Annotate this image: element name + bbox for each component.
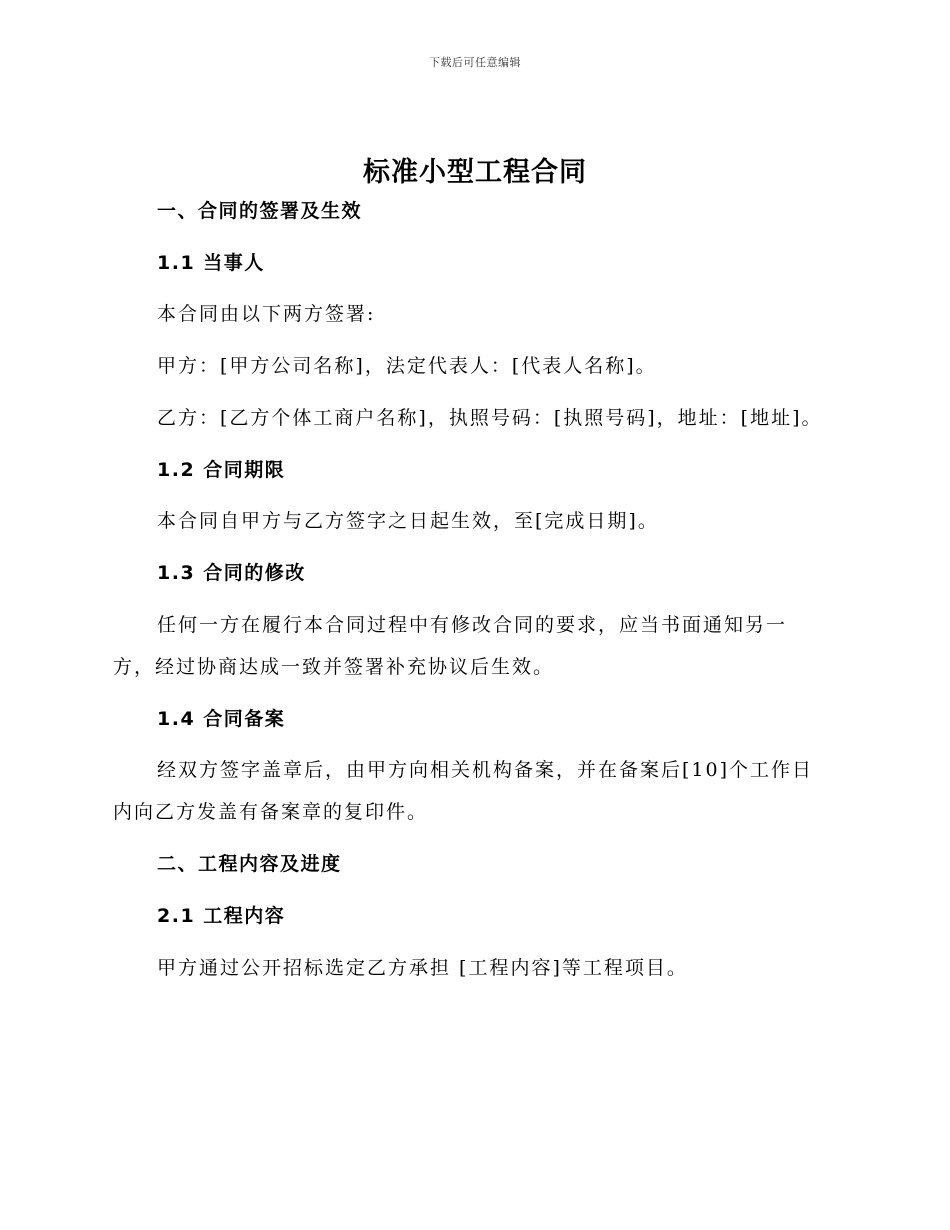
- paragraph-1-4-line-2: 内向乙方发盖有备案章的复印件。: [113, 801, 429, 823]
- paragraph-1-3-line-1: 任何一方在履行本合同过程中有修改合同的要求，应当书面通知另一: [157, 614, 788, 636]
- section-1-3-heading: 1.3 合同的修改: [157, 562, 306, 584]
- section-2-heading: 二、工程内容及进度: [157, 853, 342, 875]
- header-note: 下载后可任意编辑: [429, 56, 521, 69]
- paragraph-2-1: 甲方通过公开招标选定乙方承担 [工程内容]等工程项目。: [157, 957, 688, 979]
- paragraph-party-b: 乙方：[乙方个体工商户名称]，执照号码：[执照号码]，地址：[地址]。: [157, 407, 823, 429]
- section-1-heading: 一、合同的签署及生效: [157, 200, 363, 222]
- section-2-1-heading: 2.1 工程内容: [157, 905, 286, 927]
- paragraph-1-3-line-2: 方，经过协商达成一致并签署补充协议后生效。: [113, 656, 555, 678]
- paragraph-1-4-line-1: 经双方签字盖章后，由甲方向相关机构备案，并在备案后[10]个工作日: [157, 759, 814, 781]
- section-1-1-heading: 1.1 当事人: [157, 252, 265, 274]
- paragraph-party-a: 甲方：[甲方公司名称]，法定代表人：[代表人名称]。: [157, 355, 657, 377]
- section-1-2-heading: 1.2 合同期限: [157, 459, 286, 481]
- paragraph-1-2: 本合同自甲方与乙方签字之日起生效，至[完成日期]。: [157, 510, 659, 532]
- document-title: 标准小型工程合同: [363, 157, 587, 188]
- paragraph-1-1-intro: 本合同由以下两方签署:: [157, 303, 376, 325]
- section-1-4-heading: 1.4 合同备案: [157, 708, 286, 730]
